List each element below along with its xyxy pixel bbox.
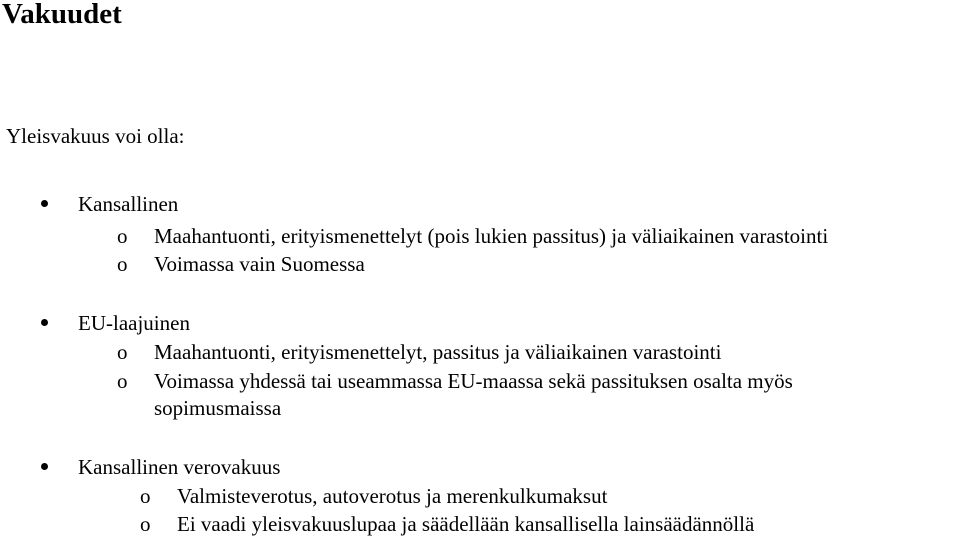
sub-marker: o	[117, 224, 128, 248]
list-item: Ei vaadi yleisvakuuslupaa ja säädellään kansallisella lainsäädännöllä	[177, 512, 755, 536]
sub-marker: o	[117, 340, 128, 364]
list-item: Maahantuonti, erityismenettelyt, passitus ja väliaikainen varastointi	[154, 340, 722, 364]
section-label-eu-wide: EU-laajuinen	[78, 311, 190, 335]
section-label-tax-guarantee: Kansallinen verovakuus	[78, 455, 281, 479]
list-item-continuation: sopimusmaissa	[154, 396, 282, 420]
list-item: Voimassa yhdessä tai useammassa EU-maassa sekä passituksen osalta myös	[154, 369, 793, 393]
bullet-icon	[41, 463, 48, 470]
bullet-icon	[41, 200, 48, 207]
intro-text: Yleisvakuus voi olla:	[6, 124, 185, 148]
sub-marker: o	[140, 512, 151, 536]
bullet-icon	[41, 319, 48, 326]
list-item: Voimassa vain Suomessa	[154, 252, 365, 276]
sub-marker: o	[117, 369, 128, 393]
sub-marker: o	[140, 484, 151, 508]
sub-marker: o	[117, 252, 128, 276]
section-label-national: Kansallinen	[78, 192, 179, 216]
list-item: Maahantuonti, erityismenettelyt (pois lukien passitus) ja väliaikainen varastointi	[154, 224, 829, 248]
page-title: Vakuudet	[2, 0, 122, 30]
list-item: Valmisteverotus, autoverotus ja merenkulkumaksut	[177, 484, 608, 508]
